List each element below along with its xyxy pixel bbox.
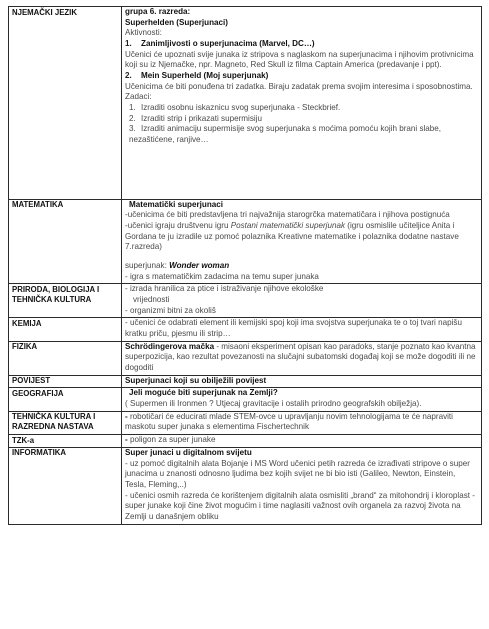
subject-cell: TEHNIČKA KULTURA I RAZREDNA NASTAVA	[9, 411, 122, 434]
topic-title: Superhelden (Superjunaci)	[125, 17, 228, 27]
text-fragment: (igru osmislile učiteljice Anita i Gordana te ju izradile uz pomoć polaznika Kreativne matematike i polaznika dodatne nastave 7.razreda)	[125, 220, 459, 252]
task-item	[125, 114, 478, 125]
subject-cell: KEMIJA	[9, 318, 122, 341]
subject-cell: PRIRODA, BIOLOGIJA I TEHNIČKA KULTURA	[9, 284, 122, 318]
topic-title: Super junaci u digitalnom svijetu	[125, 447, 252, 457]
text-fragment: - misaoni eksperiment opisan kao paradoks, stanje poznato kao kvantna superpozicija, kao rezultat povezanosti na slučajni subatomski događaj koji se može dogoditi ili ne dogoditi	[125, 341, 476, 372]
text-line: - igra s matematičkim zadacima na temu super junaka	[125, 271, 319, 281]
text-fragment: -učenici igraju društvenu igru	[125, 220, 231, 230]
text-line: - organizmi bitni za okoliš	[125, 305, 216, 315]
text-fragment: robotičari će educirati mlade STEM-ovce u upravljanju novim tehnologijama te će napraviti maskotu super junaka s elementima Fischertechnik	[125, 411, 453, 432]
topic-title: Matematički superjunaci	[129, 199, 224, 209]
activity-number: 2.	[125, 71, 132, 81]
subject-cell: MATEMATIKA	[9, 199, 122, 284]
task-item	[125, 124, 478, 145]
task-number: 3.	[129, 124, 136, 134]
activity-table	[8, 6, 482, 525]
text-line: -učenicima će biti predstavljena tri najvažnija starogrčka matematičara i njihova postignuća	[125, 210, 450, 220]
text-line: vrijednosti	[133, 294, 170, 304]
topic-title: Jeli moguće biti superjunak na Zemlji?	[129, 388, 278, 398]
game-title: Postani matematički superjunak	[230, 220, 345, 230]
activities-label: Aktivnosti:	[125, 28, 162, 38]
activity-heading	[125, 71, 478, 82]
activity-heading	[125, 39, 478, 50]
text-line	[125, 261, 478, 272]
task-text: Izraditi animaciju supermisije svog superjunaka s moćima pomoću kojih brani slabe, nezaštićene, ranjive…	[129, 124, 442, 145]
table-row	[9, 388, 482, 411]
content-cell	[122, 388, 482, 411]
activity-description: Učenici će upoznati svije junaka iz stripova s naglaskom na superjunacima i njihovim protivnicima koji su iz Njemačke, npr. Magneto, Red Skull iz filma Captain America (predavanje i ppt).	[125, 49, 474, 70]
text-line	[125, 221, 478, 253]
grade-label: grupa 6. razreda:	[125, 7, 191, 16]
content-cell	[122, 435, 482, 448]
table-row	[9, 435, 482, 448]
table-row	[9, 318, 482, 341]
text-line	[125, 435, 478, 446]
text-line: - učenici će odabrati element ili kemijski spoj koji ima svojstva superjunaka te o toj tvari napišu kratku priču, pjesmu ili strip…	[125, 318, 462, 338]
text-line	[125, 342, 478, 374]
activity-title: Mein Superheld (Moj superjunak)	[141, 71, 269, 81]
activity-title: Zanimljivosti o superjunacima (Marvel, DC…)	[141, 39, 315, 49]
subject-cell: NJEMAČKI JEZIK	[9, 7, 122, 200]
content-cell	[122, 375, 482, 388]
activity-table-page	[8, 6, 482, 525]
topic-title: Superjunaci koji su obilježili povijest	[125, 375, 267, 385]
task-text: Izraditi osobnu iskaznicu svog superjunaka - Steckbrief.	[141, 103, 341, 113]
table-row	[9, 7, 482, 200]
content-cell	[122, 341, 482, 375]
superhero-name: Wonder woman	[169, 260, 230, 270]
task-number: 2.	[129, 113, 136, 123]
task-number: 1.	[129, 103, 136, 113]
content-cell	[122, 318, 482, 341]
table-row	[9, 411, 482, 434]
tasks-label: Zadaci:	[125, 92, 152, 102]
activity-description: Učenicima će biti ponuđena tri zadatka. Biraju zadatak prema svojim interesima i sposobnostima.	[125, 81, 473, 91]
bullet-dash: -	[125, 411, 128, 421]
subject-cell: TZK-a	[9, 435, 122, 448]
text-line	[125, 412, 478, 433]
text-line: ( Supermen ili Ironmen ? Utjecaj gravitacije i ostalih prirodno geografskih obilježja).	[125, 399, 422, 409]
table-row	[9, 199, 482, 284]
subject-cell: POVIJEST	[9, 375, 122, 388]
table-row	[9, 447, 482, 524]
text-line: - izrada hranilica za ptice i istraživanje njihove ekološke	[125, 284, 324, 294]
activity-number: 1.	[125, 39, 132, 49]
task-item	[125, 103, 478, 114]
text-line: - uz pomoć digitalnih alata Bojanje i MS Word učenici petih razreda će izrađivati stripove o super junacima u znanosti odnosno ljudima bez kojih svijet ne bi bio isti (Galileo, Newton, Einstein, Tesla, Fleming,..)	[125, 458, 470, 489]
table-row	[9, 341, 482, 375]
content-cell	[122, 411, 482, 434]
table-row	[9, 375, 482, 388]
content-cell	[122, 447, 482, 524]
subject-cell: GEOGRAFIJA	[9, 388, 122, 411]
bullet-dash: -	[125, 435, 128, 445]
text-fragment: superjunak:	[125, 260, 170, 270]
text-fragment: poligon za super junake	[127, 435, 216, 445]
subject-cell: FIZIKA	[9, 341, 122, 375]
topic-title: Schrödingerova mačka	[125, 341, 215, 351]
content-cell	[122, 199, 482, 284]
content-cell	[122, 284, 482, 318]
subject-cell: INFORMATIKA	[9, 447, 122, 524]
text-line: - učenici osmih razreda će korištenjem digitalnih alata osmisliti „brand“ za mitohondrij i kloroplast - super junake koji čine život mogućim i time naglasiti važnost ovih organela za razvoj života na Zemlji u današnjem obliku	[125, 490, 475, 521]
content-cell	[122, 7, 482, 200]
task-text: Izraditi strip i prikazati supermisiju	[141, 113, 262, 123]
table-row	[9, 284, 482, 318]
